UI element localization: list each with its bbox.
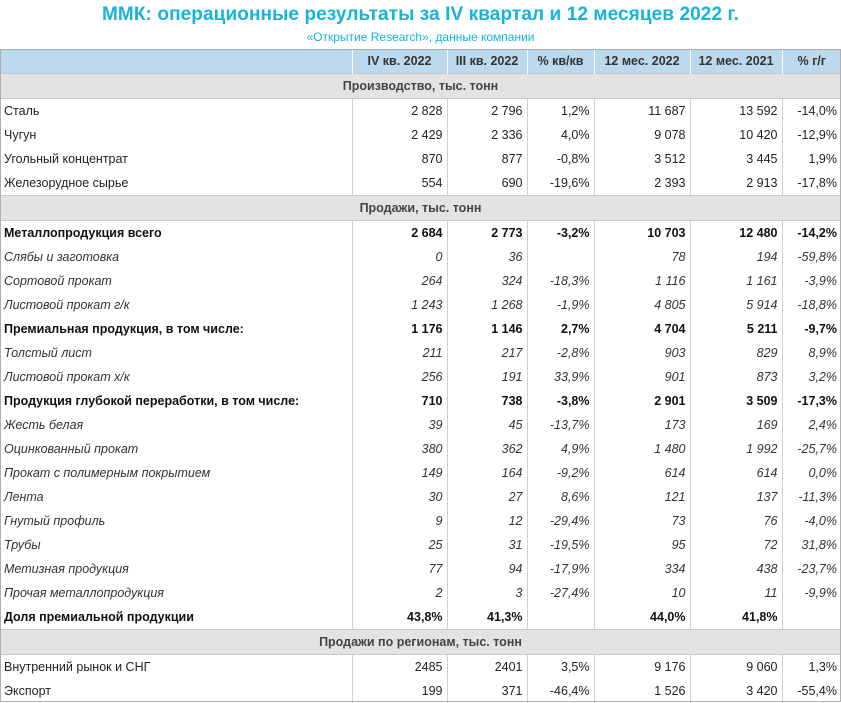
value-cell: 4,0% bbox=[527, 123, 594, 147]
header-label-cell bbox=[0, 49, 352, 74]
value-cell: 12 480 bbox=[690, 221, 782, 246]
value-cell: 0,0% bbox=[782, 461, 841, 485]
value-cell: -14,2% bbox=[782, 221, 841, 246]
value-cell: 1 243 bbox=[352, 293, 447, 317]
value-cell: -18,8% bbox=[782, 293, 841, 317]
row-label: Экспорт bbox=[0, 679, 352, 703]
value-cell: 1 992 bbox=[690, 437, 782, 461]
value-cell: 362 bbox=[447, 437, 527, 461]
value-cell: 738 bbox=[447, 389, 527, 413]
row-label: Внутренний рынок и СНГ bbox=[0, 655, 352, 680]
value-cell: 10 bbox=[594, 581, 690, 605]
value-cell: 3 512 bbox=[594, 147, 690, 171]
value-cell: -19,6% bbox=[527, 171, 594, 196]
row-label: Продукция глубокой переработки, в том числе: bbox=[0, 389, 352, 413]
value-cell: -11,3% bbox=[782, 485, 841, 509]
value-cell: 78 bbox=[594, 245, 690, 269]
table-row bbox=[0, 317, 841, 341]
value-cell: 3,5% bbox=[527, 655, 594, 680]
value-cell: 43,8% bbox=[352, 605, 447, 630]
value-cell: 901 bbox=[594, 365, 690, 389]
section-header-row bbox=[0, 630, 841, 655]
value-cell: -18,3% bbox=[527, 269, 594, 293]
value-cell: 5 211 bbox=[690, 317, 782, 341]
value-cell: 3 509 bbox=[690, 389, 782, 413]
value-cell: 256 bbox=[352, 365, 447, 389]
table-row bbox=[0, 365, 841, 389]
section-header-row bbox=[0, 74, 841, 99]
table-row bbox=[0, 245, 841, 269]
row-label: Листовой прокат х/к bbox=[0, 365, 352, 389]
row-label: Премиальная продукция, в том числе: bbox=[0, 317, 352, 341]
row-label: Сортовой прокат bbox=[0, 269, 352, 293]
value-cell: 13 592 bbox=[690, 99, 782, 124]
value-cell: 554 bbox=[352, 171, 447, 196]
row-label: Угольный концентрат bbox=[0, 147, 352, 171]
value-cell: 2 bbox=[352, 581, 447, 605]
value-cell: 9 bbox=[352, 509, 447, 533]
table-header-row bbox=[0, 49, 841, 74]
column-header: 12 мес. 2022 bbox=[594, 49, 690, 74]
row-label: Оцинкованный прокат bbox=[0, 437, 352, 461]
value-cell: 614 bbox=[594, 461, 690, 485]
value-cell: 2 773 bbox=[447, 221, 527, 246]
value-cell: 194 bbox=[690, 245, 782, 269]
value-cell: 1,9% bbox=[782, 147, 841, 171]
row-label: Слябы и заготовка bbox=[0, 245, 352, 269]
row-label: Листовой прокат г/к bbox=[0, 293, 352, 317]
value-cell: 903 bbox=[594, 341, 690, 365]
table-row bbox=[0, 679, 841, 703]
table-row bbox=[0, 557, 841, 581]
row-label: Лента bbox=[0, 485, 352, 509]
table-row bbox=[0, 123, 841, 147]
value-cell: 41,8% bbox=[690, 605, 782, 630]
value-cell: 94 bbox=[447, 557, 527, 581]
value-cell: 31 bbox=[447, 533, 527, 557]
table-row bbox=[0, 389, 841, 413]
value-cell: 11 bbox=[690, 581, 782, 605]
table-row bbox=[0, 341, 841, 365]
value-cell: 8,9% bbox=[782, 341, 841, 365]
value-cell: 137 bbox=[690, 485, 782, 509]
value-cell: -46,4% bbox=[527, 679, 594, 703]
value-cell: 10 703 bbox=[594, 221, 690, 246]
value-cell: 36 bbox=[447, 245, 527, 269]
value-cell: -14,0% bbox=[782, 99, 841, 124]
table-row bbox=[0, 509, 841, 533]
value-cell: 1 176 bbox=[352, 317, 447, 341]
value-cell: -9,9% bbox=[782, 581, 841, 605]
value-cell: 2,7% bbox=[527, 317, 594, 341]
value-cell: 217 bbox=[447, 341, 527, 365]
row-label: Чугун bbox=[0, 123, 352, 147]
value-cell: -2,8% bbox=[527, 341, 594, 365]
value-cell bbox=[527, 605, 594, 630]
table-row bbox=[0, 413, 841, 437]
value-cell: 1 268 bbox=[447, 293, 527, 317]
value-cell: -3,2% bbox=[527, 221, 594, 246]
value-cell: -55,4% bbox=[782, 679, 841, 703]
value-cell: 614 bbox=[690, 461, 782, 485]
value-cell: -25,7% bbox=[782, 437, 841, 461]
value-cell: 9 060 bbox=[690, 655, 782, 680]
value-cell: 77 bbox=[352, 557, 447, 581]
table-row bbox=[0, 221, 841, 246]
value-cell: 2,4% bbox=[782, 413, 841, 437]
value-cell: -9,7% bbox=[782, 317, 841, 341]
table-row bbox=[0, 171, 841, 196]
value-cell: 121 bbox=[594, 485, 690, 509]
value-cell: 95 bbox=[594, 533, 690, 557]
table-row bbox=[0, 437, 841, 461]
value-cell: 690 bbox=[447, 171, 527, 196]
value-cell: 76 bbox=[690, 509, 782, 533]
value-cell: 1 146 bbox=[447, 317, 527, 341]
value-cell: 73 bbox=[594, 509, 690, 533]
column-header: III кв. 2022 bbox=[447, 49, 527, 74]
value-cell: -3,8% bbox=[527, 389, 594, 413]
value-cell: 45 bbox=[447, 413, 527, 437]
row-label: Толстый лист bbox=[0, 341, 352, 365]
row-label: Гнутый профиль bbox=[0, 509, 352, 533]
value-cell: 4,9% bbox=[527, 437, 594, 461]
value-cell: 2 828 bbox=[352, 99, 447, 124]
value-cell: 1,2% bbox=[527, 99, 594, 124]
value-cell: -19,5% bbox=[527, 533, 594, 557]
value-cell: 191 bbox=[447, 365, 527, 389]
row-label: Доля премиальной продукции bbox=[0, 605, 352, 630]
section-title: Производство, тыс. тонн bbox=[0, 74, 841, 99]
value-cell: 12 bbox=[447, 509, 527, 533]
row-label: Железорудное сырье bbox=[0, 171, 352, 196]
row-label: Металлопродукция всего bbox=[0, 221, 352, 246]
value-cell: 30 bbox=[352, 485, 447, 509]
value-cell: -23,7% bbox=[782, 557, 841, 581]
value-cell bbox=[527, 245, 594, 269]
value-cell: -17,9% bbox=[527, 557, 594, 581]
value-cell: 1 526 bbox=[594, 679, 690, 703]
page-subtitle: «Открытие Research», данные компании bbox=[0, 30, 841, 44]
value-cell: 39 bbox=[352, 413, 447, 437]
row-label: Прокат с полимерным покрытием bbox=[0, 461, 352, 485]
value-cell: -4,0% bbox=[782, 509, 841, 533]
value-cell: 438 bbox=[690, 557, 782, 581]
value-cell: 1 480 bbox=[594, 437, 690, 461]
value-cell: -29,4% bbox=[527, 509, 594, 533]
row-label: Прочая металлопродукция bbox=[0, 581, 352, 605]
value-cell: 1 116 bbox=[594, 269, 690, 293]
value-cell: -0,8% bbox=[527, 147, 594, 171]
value-cell: 3 420 bbox=[690, 679, 782, 703]
value-cell: 2 796 bbox=[447, 99, 527, 124]
value-cell: 371 bbox=[447, 679, 527, 703]
value-cell: -3,9% bbox=[782, 269, 841, 293]
value-cell: 8,6% bbox=[527, 485, 594, 509]
value-cell: 870 bbox=[352, 147, 447, 171]
table-row bbox=[0, 293, 841, 317]
value-cell: -1,9% bbox=[527, 293, 594, 317]
value-cell: 41,3% bbox=[447, 605, 527, 630]
value-cell: 27 bbox=[447, 485, 527, 509]
column-header: % кв/кв bbox=[527, 49, 594, 74]
value-cell: -13,7% bbox=[527, 413, 594, 437]
value-cell: 149 bbox=[352, 461, 447, 485]
table-row bbox=[0, 533, 841, 557]
page-title: ММК: операционные результаты за IV квартал и 12 месяцев 2022 г. bbox=[0, 4, 841, 26]
table-row bbox=[0, 581, 841, 605]
section-title: Продажи, тыс. тонн bbox=[0, 196, 841, 221]
value-cell: 1 161 bbox=[690, 269, 782, 293]
value-cell: 829 bbox=[690, 341, 782, 365]
value-cell: 334 bbox=[594, 557, 690, 581]
value-cell: 264 bbox=[352, 269, 447, 293]
table-row bbox=[0, 99, 841, 124]
section-header-row bbox=[0, 196, 841, 221]
value-cell: 710 bbox=[352, 389, 447, 413]
column-header: IV кв. 2022 bbox=[352, 49, 447, 74]
value-cell: 1,3% bbox=[782, 655, 841, 680]
value-cell: 169 bbox=[690, 413, 782, 437]
table-body bbox=[0, 74, 841, 703]
results-table bbox=[0, 49, 841, 703]
value-cell: 44,0% bbox=[594, 605, 690, 630]
value-cell: 2 901 bbox=[594, 389, 690, 413]
value-cell: 2 429 bbox=[352, 123, 447, 147]
table-row bbox=[0, 485, 841, 509]
value-cell: 873 bbox=[690, 365, 782, 389]
value-cell: 2 393 bbox=[594, 171, 690, 196]
row-label: Метизная продукция bbox=[0, 557, 352, 581]
value-cell: 31,8% bbox=[782, 533, 841, 557]
value-cell: 173 bbox=[594, 413, 690, 437]
table-row bbox=[0, 605, 841, 630]
value-cell: 11 687 bbox=[594, 99, 690, 124]
table-row bbox=[0, 655, 841, 680]
value-cell: 164 bbox=[447, 461, 527, 485]
value-cell: -9,2% bbox=[527, 461, 594, 485]
value-cell: 72 bbox=[690, 533, 782, 557]
value-cell: 2 336 bbox=[447, 123, 527, 147]
value-cell: 2401 bbox=[447, 655, 527, 680]
value-cell: -12,9% bbox=[782, 123, 841, 147]
value-cell: 380 bbox=[352, 437, 447, 461]
value-cell: 9 078 bbox=[594, 123, 690, 147]
value-cell: 5 914 bbox=[690, 293, 782, 317]
value-cell: 4 704 bbox=[594, 317, 690, 341]
value-cell: 10 420 bbox=[690, 123, 782, 147]
value-cell: 4 805 bbox=[594, 293, 690, 317]
value-cell: 25 bbox=[352, 533, 447, 557]
value-cell: -17,8% bbox=[782, 171, 841, 196]
value-cell bbox=[782, 605, 841, 630]
table-row bbox=[0, 461, 841, 485]
row-label: Трубы bbox=[0, 533, 352, 557]
column-header: % г/г bbox=[782, 49, 841, 74]
table-row bbox=[0, 147, 841, 171]
value-cell: -27,4% bbox=[527, 581, 594, 605]
value-cell: 877 bbox=[447, 147, 527, 171]
value-cell: 2 684 bbox=[352, 221, 447, 246]
value-cell: 3,2% bbox=[782, 365, 841, 389]
value-cell: 199 bbox=[352, 679, 447, 703]
column-header: 12 мес. 2021 bbox=[690, 49, 782, 74]
value-cell: 2485 bbox=[352, 655, 447, 680]
value-cell: 33,9% bbox=[527, 365, 594, 389]
value-cell: 9 176 bbox=[594, 655, 690, 680]
value-cell: -59,8% bbox=[782, 245, 841, 269]
value-cell: 3 bbox=[447, 581, 527, 605]
value-cell: -17,3% bbox=[782, 389, 841, 413]
value-cell: 211 bbox=[352, 341, 447, 365]
value-cell: 3 445 bbox=[690, 147, 782, 171]
row-label: Жесть белая bbox=[0, 413, 352, 437]
value-cell: 2 913 bbox=[690, 171, 782, 196]
value-cell: 0 bbox=[352, 245, 447, 269]
row-label: Сталь bbox=[0, 99, 352, 124]
value-cell: 324 bbox=[447, 269, 527, 293]
table-row bbox=[0, 269, 841, 293]
section-title: Продажи по регионам, тыс. тонн bbox=[0, 630, 841, 655]
